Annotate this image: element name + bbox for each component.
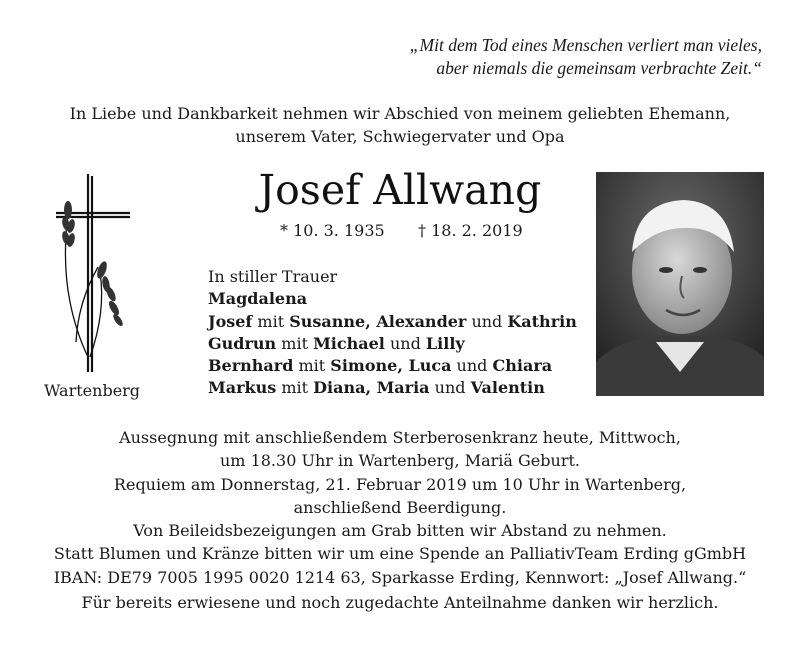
intro-line: In Liebe und Dankbarkeit nehmen wir Abschied von meinem geliebten Ehemann,: [69, 104, 731, 123]
mourner-name: Susanne, Alexander: [289, 311, 467, 331]
epigraph-quote: [242, 34, 762, 80]
note-line: um 18.30 Uhr in Wartenberg, Mariä Geburt.: [220, 451, 580, 471]
mourner-connector: und: [429, 378, 471, 398]
mourner-connector: und: [451, 356, 493, 376]
mourner-name: Michael: [313, 333, 385, 353]
note-line: IBAN: DE79 7005 1995 0020 1214 63, Sparkasse Erding, Kennwort: „Josef Allwang.“: [53, 567, 747, 587]
intro-line: unserem Vater, Schwiegervater und Opa: [235, 127, 565, 146]
note-line: anschließend Beerdigung.: [293, 497, 507, 517]
deceased-name: Josef Allwang: [258, 166, 542, 214]
note-line: Aussegnung mit anschließendem Sterberosenkranz heute, Mittwoch,: [119, 428, 681, 447]
mourners-list: [208, 266, 598, 400]
quote-line: „Mit dem Tod eines Menschen verliert man vieles,: [409, 35, 762, 55]
portrait-illustration: [596, 172, 764, 396]
mourner-connector: mit: [276, 333, 314, 353]
place-name: Wartenberg: [44, 381, 141, 400]
mourners-heading: In stiller Trauer: [208, 267, 338, 286]
mourner-connector: mit: [276, 378, 314, 398]
mourner-line: [208, 333, 598, 355]
quote-line: aber niemals die gemeinsam verbrachte Zeit.“: [436, 58, 762, 78]
mourner-name: Chiara: [492, 356, 553, 376]
mourner-connector: und: [466, 311, 508, 331]
mourner-name: Gudrun: [208, 333, 277, 353]
service-notes: [0, 426, 800, 589]
note-line: Requiem am Donnerstag, 21. Februar 2019 um 10 Uhr in Wartenberg,: [113, 474, 687, 494]
mourner-line: [208, 355, 598, 377]
thanks-line: Für bereits erwiesene und noch zugedachte Anteilnahme danken wir herzlich.: [81, 593, 719, 612]
death-date: † 18. 2. 2019: [418, 221, 523, 240]
mourner-name: Markus: [208, 378, 277, 398]
intro-text: [0, 102, 800, 148]
mourner-line: [208, 377, 598, 399]
portrait-photo: [596, 172, 764, 396]
note-line: Von Beileidsbezeigungen am Grab bitten wir Abstand zu nehmen.: [133, 521, 667, 541]
mourner-name: Valentin: [470, 378, 545, 398]
mourner-name: Diana, Maria: [313, 378, 430, 398]
mourner-name: Magdalena: [208, 289, 308, 309]
mourner-name: Josef: [208, 311, 253, 331]
mourner-name: Lilly: [425, 333, 465, 353]
mourner-line: [208, 311, 598, 333]
mourner-connector: mit: [252, 311, 290, 331]
mourner-connector: und: [384, 333, 426, 353]
mourner-lines: [208, 288, 598, 399]
cross-with-wheat-icon: [48, 172, 138, 372]
mourner-name: Bernhard: [208, 356, 294, 376]
mourner-connector: mit: [293, 356, 331, 376]
birth-date: * 10. 3. 1935: [280, 221, 385, 240]
mourner-name: Simone, Luca: [330, 356, 452, 376]
note-line: Statt Blumen und Kränze bitten wir um eine Spende an PalliativTeam Erding gGmbH: [53, 544, 747, 564]
mourner-name: Kathrin: [507, 311, 577, 331]
mourner-line: [208, 288, 598, 310]
